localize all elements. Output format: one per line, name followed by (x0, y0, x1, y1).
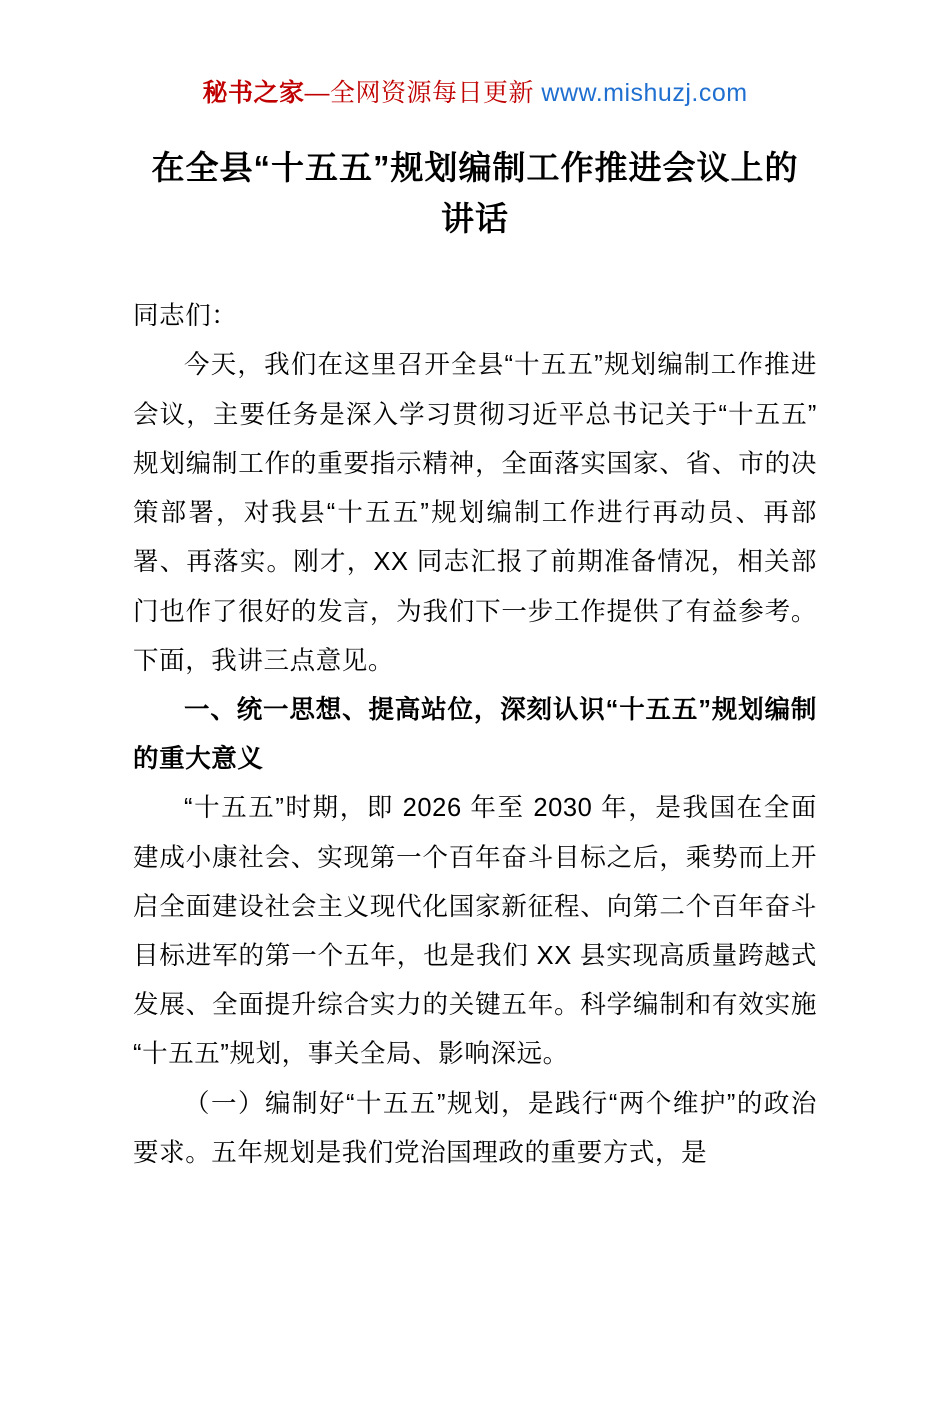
site-tagline: —全网资源每日更新 (304, 79, 542, 107)
site-url-link[interactable]: www.mishuzj.com (541, 79, 748, 107)
paragraph-opening: 今天，我们在这里召开全县“十五五”规划编制工作推进会议，主要任务是深入学习贯彻习近平总书记关于“十五五”规划编制工作的重要指示精神，全面落实国家、省、市的决策部署，对我县“十五五”规划编制工作进行再动员、再部署、再落实。刚才，XX 同志汇报了前期准备情况，相关部门也作了很好的发言，为我们下一步工作提供了有益参考。下面，我讲三点意见。 (133, 351, 817, 675)
paragraph-subsection-one: （一）编制好“十五五”规划，是践行“两个维护”的政治要求。五年规划是我们党治国理政的重要方式，是 (133, 1089, 817, 1167)
site-watermark-header (133, 78, 817, 108)
paragraph-salutation: 同志们： (133, 302, 238, 331)
document-page (0, 78, 950, 1422)
document-body (133, 292, 817, 1178)
page-title: 在全县“十五五”规划编制工作推进会议上的讲话 (151, 149, 799, 238)
paragraph-section-one-body: “十五五”时期，即 2026 年至 2030 年，是我国在全面建成小康社会、实现第一个百年奋斗目标之后，乘势而上开启全面建设社会主义现代化国家新征程、向第二个百年奋斗目标进军的第一个五年，也是我们 XX 县实现高质量跨越式发展、全面提升综合实力的关键五年。科学编制和有效实施“十五五”规划，事关全局、影响深远。 (133, 794, 817, 1069)
paragraph-section-one-heading: 一、统一思想、提高站位，深刻认识“十五五”规划编制的重大意义 (133, 695, 817, 774)
site-brand: 秘书之家 (202, 79, 305, 107)
